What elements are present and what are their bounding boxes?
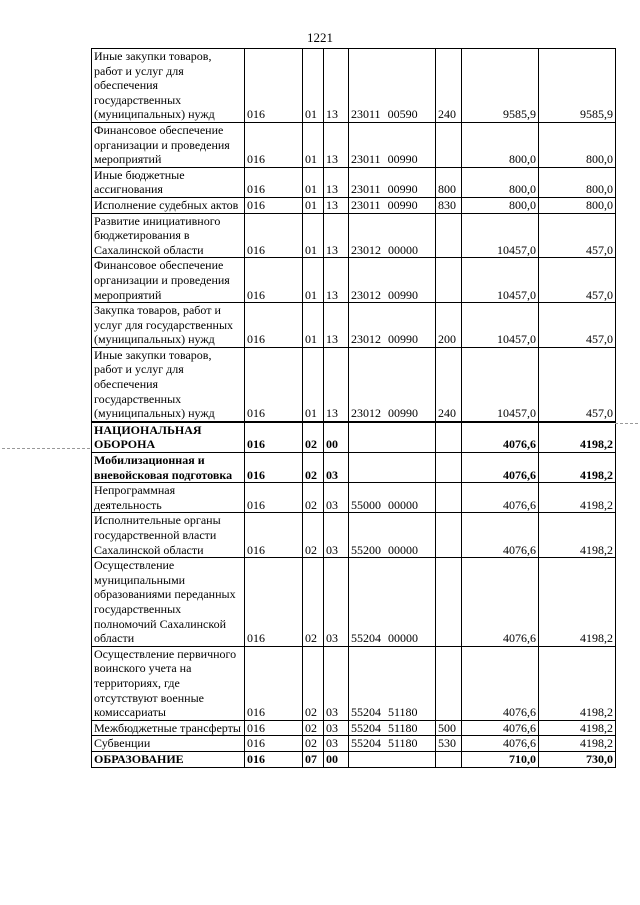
amount-year-2: 9585,9	[539, 49, 616, 123]
ministry-code: 016	[245, 422, 303, 453]
budget-table	[91, 48, 616, 768]
amount-year-1: 9585,9	[462, 49, 539, 123]
amount-year-1: 4076,6	[462, 558, 539, 647]
subsection-code: 03	[324, 736, 349, 752]
subsection-code: 00	[324, 422, 349, 453]
section-code: 02	[303, 513, 324, 558]
expense-type-code	[436, 483, 462, 513]
item-code: 00990	[387, 197, 418, 212]
amount-year-1: 4076,6	[462, 736, 539, 752]
amount-year-2: 4198,2	[539, 453, 616, 483]
table-row	[92, 558, 616, 647]
program-item-code	[349, 513, 436, 558]
program-item-code	[349, 751, 436, 767]
row-name: Субвенции	[92, 736, 245, 752]
item-code: 00990	[387, 182, 418, 197]
program-item-code	[349, 213, 436, 258]
amount-year-2: 457,0	[539, 258, 616, 303]
ministry-code: 016	[245, 483, 303, 513]
expense-type-code: 800	[436, 167, 462, 197]
section-code: 01	[303, 197, 324, 213]
section-code: 01	[303, 347, 324, 421]
amount-year-2: 4198,2	[539, 558, 616, 647]
program-code: 23011	[351, 197, 381, 212]
section-code: 01	[303, 258, 324, 303]
row-name: Финансовое обеспечение организации и проведения мероприятий	[92, 258, 245, 303]
program-item-code	[349, 736, 436, 752]
section-code: 02	[303, 736, 324, 752]
expense-type-code: 240	[436, 347, 462, 421]
subsection-code: 03	[324, 453, 349, 483]
amount-year-2: 4198,2	[539, 513, 616, 558]
amount-year-1: 800,0	[462, 197, 539, 213]
expense-type-code	[436, 558, 462, 647]
table-row	[92, 736, 616, 752]
amount-year-1: 10457,0	[462, 347, 539, 421]
expense-type-code: 530	[436, 736, 462, 752]
item-code: 00990	[388, 406, 418, 421]
amount-year-2: 4198,2	[539, 646, 616, 720]
ministry-code: 016	[245, 213, 303, 258]
subsection-code: 13	[324, 49, 349, 123]
row-name: ОБРАЗОВАНИЕ	[92, 751, 245, 767]
section-code: 01	[303, 213, 324, 258]
program-item-code	[349, 453, 436, 483]
table-row	[92, 49, 616, 123]
table-row	[92, 513, 616, 558]
section-code: 01	[303, 49, 324, 123]
section-code: 02	[303, 720, 324, 736]
section-code: 02	[303, 558, 324, 647]
amount-year-1: 10457,0	[462, 213, 539, 258]
expense-type-code	[436, 213, 462, 258]
expense-type-code	[436, 513, 462, 558]
amount-year-2: 800,0	[539, 122, 616, 167]
subsection-code: 00	[324, 751, 349, 767]
program-item-code	[349, 167, 436, 197]
section-code: 01	[303, 303, 324, 348]
ministry-code: 016	[245, 122, 303, 167]
table-row	[92, 258, 616, 303]
amount-year-1: 4076,6	[462, 720, 539, 736]
amount-year-1: 4076,6	[462, 513, 539, 558]
ministry-code: 016	[245, 513, 303, 558]
table-row	[92, 213, 616, 258]
program-code: 23012	[351, 406, 381, 421]
program-code: 55204	[351, 631, 381, 646]
row-name: НАЦИОНАЛЬНАЯ ОБОРОНА	[92, 422, 245, 453]
program-item-code	[349, 258, 436, 303]
expense-type-code	[436, 751, 462, 767]
row-name: Иные бюджетные ассигнования	[92, 167, 245, 197]
row-name: Финансовое обеспечение организации и проведения мероприятий	[92, 122, 245, 167]
table-row	[92, 483, 616, 513]
program-code: 55204	[351, 705, 381, 720]
subsection-code: 13	[324, 213, 349, 258]
item-code: 00000	[388, 497, 418, 512]
expense-type-code: 500	[436, 720, 462, 736]
subsection-code: 13	[324, 167, 349, 197]
ministry-code: 016	[245, 303, 303, 348]
row-name: Закупка товаров, работ и услуг для государственных (муниципальных) нужд	[92, 303, 245, 348]
section-code: 01	[303, 122, 324, 167]
table-row	[92, 167, 616, 197]
subsection-code: 13	[324, 347, 349, 421]
program-code: 23011	[351, 107, 381, 122]
item-code: 00000	[388, 631, 418, 646]
expense-type-code	[436, 422, 462, 453]
subsection-code: 03	[324, 646, 349, 720]
expense-type-code	[436, 122, 462, 167]
table-row	[92, 422, 616, 453]
amount-year-2: 4198,2	[539, 720, 616, 736]
subsection-code: 03	[324, 513, 349, 558]
table-row	[92, 720, 616, 736]
ministry-code: 016	[245, 197, 303, 213]
program-item-code	[349, 558, 436, 647]
row-name: Исполнение судебных актов	[92, 197, 245, 213]
item-code: 00000	[388, 242, 418, 257]
section-code: 02	[303, 646, 324, 720]
ministry-code: 016	[245, 558, 303, 647]
row-name: Развитие инициативного бюджетирования в Сахалинской области	[92, 213, 245, 258]
amount-year-2: 457,0	[539, 303, 616, 348]
ministry-code: 016	[245, 751, 303, 767]
row-name: Межбюджетные трансферты	[92, 720, 245, 736]
row-name: Мобилизационная и вневойсковая подготовка	[92, 453, 245, 483]
scan-artifact-right	[615, 423, 638, 425]
item-code: 00990	[387, 152, 418, 167]
section-code: 02	[303, 422, 324, 453]
program-item-code	[349, 303, 436, 348]
amount-year-1: 4076,6	[462, 646, 539, 720]
program-item-code	[349, 720, 436, 736]
program-item-code	[349, 646, 436, 720]
amount-year-1: 710,0	[462, 751, 539, 767]
amount-year-2: 4198,2	[539, 736, 616, 752]
program-code: 55000	[351, 497, 381, 512]
item-code: 00590	[387, 107, 418, 122]
page-number: 1221	[307, 30, 333, 45]
expense-type-code	[436, 453, 462, 483]
amount-year-2: 4198,2	[539, 483, 616, 513]
amount-year-1: 10457,0	[462, 303, 539, 348]
row-name: Иные закупки товаров, работ и услуг для обеспечения государственных (муниципальных) нужд	[92, 49, 245, 123]
ministry-code: 016	[245, 736, 303, 752]
program-item-code	[349, 197, 436, 213]
scan-artifact-left	[2, 448, 90, 450]
table-row	[92, 303, 616, 348]
amount-year-2: 800,0	[539, 197, 616, 213]
row-name: Непрограммная деятельность	[92, 483, 245, 513]
item-code: 00990	[388, 332, 418, 347]
program-item-code	[349, 347, 436, 421]
program-item-code	[349, 49, 436, 123]
ministry-code: 016	[245, 720, 303, 736]
section-code: 02	[303, 453, 324, 483]
table-row	[92, 453, 616, 483]
row-name: Иные закупки товаров, работ и услуг для обеспечения государственных (муниципальных) нужд	[92, 347, 245, 421]
amount-year-1: 800,0	[462, 122, 539, 167]
table-row	[92, 347, 616, 421]
item-code: 00990	[388, 287, 418, 302]
subsection-code: 13	[324, 258, 349, 303]
amount-year-2: 800,0	[539, 167, 616, 197]
table-row	[92, 751, 616, 767]
row-name: Осуществление первичного воинского учета на территориях, где отсутствуют военные комиссариаты	[92, 646, 245, 720]
program-code: 55204	[351, 736, 381, 751]
amount-year-1: 4076,6	[462, 453, 539, 483]
amount-year-2: 730,0	[539, 751, 616, 767]
subsection-code: 03	[324, 720, 349, 736]
subsection-code: 13	[324, 197, 349, 213]
row-name: Осуществление муниципальными образованиями переданных государственных полномочий Сахалинской области	[92, 558, 245, 647]
expense-type-code: 830	[436, 197, 462, 213]
expense-type-code	[436, 258, 462, 303]
program-code: 23012	[351, 242, 381, 257]
amount-year-2: 457,0	[539, 213, 616, 258]
item-code: 51180	[388, 720, 418, 735]
ministry-code: 016	[245, 646, 303, 720]
amount-year-2: 4198,2	[539, 422, 616, 453]
item-code: 51180	[388, 705, 418, 720]
ministry-code: 016	[245, 453, 303, 483]
program-code: 23011	[351, 152, 381, 167]
item-code: 51180	[388, 736, 418, 751]
section-code: 01	[303, 167, 324, 197]
ministry-code: 016	[245, 167, 303, 197]
subsection-code: 03	[324, 483, 349, 513]
table-row	[92, 122, 616, 167]
amount-year-2: 457,0	[539, 347, 616, 421]
subsection-code: 03	[324, 558, 349, 647]
program-code: 23011	[351, 182, 381, 197]
program-code: 55200	[351, 542, 381, 557]
program-item-code	[349, 122, 436, 167]
table-row	[92, 646, 616, 720]
ministry-code: 016	[245, 347, 303, 421]
ministry-code: 016	[245, 258, 303, 303]
amount-year-1: 800,0	[462, 167, 539, 197]
section-code: 07	[303, 751, 324, 767]
expense-type-code	[436, 646, 462, 720]
row-name: Исполнительные органы государственной власти Сахалинской области	[92, 513, 245, 558]
item-code: 00000	[388, 542, 418, 557]
subsection-code: 13	[324, 303, 349, 348]
program-code: 55204	[351, 720, 381, 735]
program-code: 23012	[351, 332, 381, 347]
amount-year-1: 4076,6	[462, 483, 539, 513]
expense-type-code: 240	[436, 49, 462, 123]
program-code: 23012	[351, 287, 381, 302]
amount-year-1: 4076,6	[462, 422, 539, 453]
section-code: 02	[303, 483, 324, 513]
program-item-code	[349, 422, 436, 453]
expense-type-code: 200	[436, 303, 462, 348]
subsection-code: 13	[324, 122, 349, 167]
ministry-code: 016	[245, 49, 303, 123]
amount-year-1: 10457,0	[462, 258, 539, 303]
table-row	[92, 197, 616, 213]
program-item-code	[349, 483, 436, 513]
